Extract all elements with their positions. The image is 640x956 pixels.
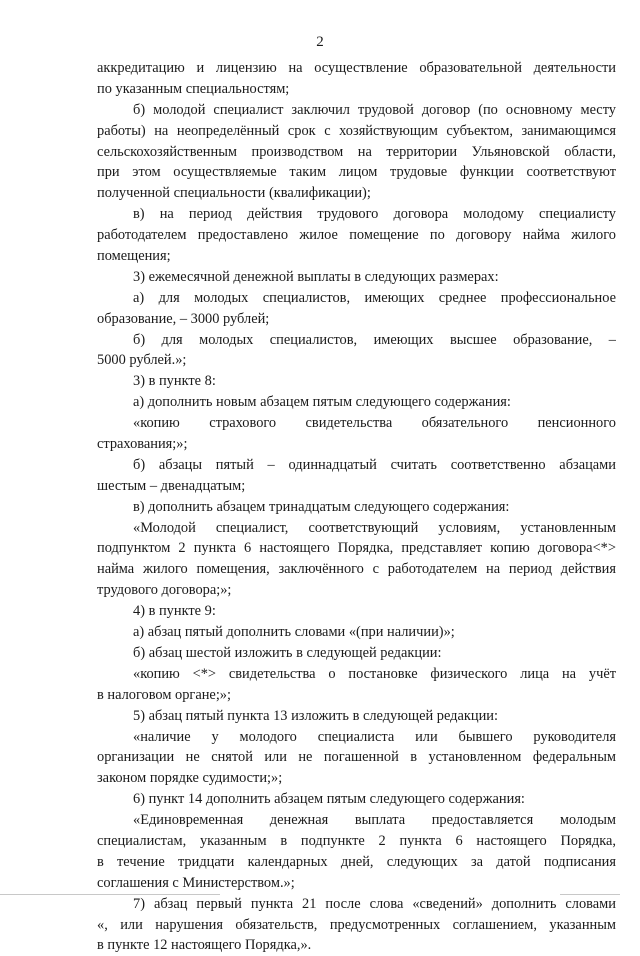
text-line: в) дополнить абзацем тринадцатым следующего содержания: <box>133 498 510 515</box>
text-line: «Единовременная денежная выплата предоставляется молодым <box>133 812 616 829</box>
text-line: 7) абзац первый пункта 21 после слова «сведений» дополнить словами <box>133 895 616 912</box>
text-line: законом порядке судимости;»; <box>97 770 283 787</box>
text-line: по указанным специальностям; <box>97 80 290 97</box>
text-line: при этом осуществляемые таким лицом трудовые функции соответствуют <box>97 164 616 181</box>
text-line: в пункте 12 настоящего Порядка,». <box>97 937 312 954</box>
scan-artifact <box>0 894 220 895</box>
text-line: в налоговом органе;»; <box>97 686 232 703</box>
text-line: а) абзац пятый дополнить словами «(при наличии)»; <box>133 624 455 641</box>
text-line: полученной специальности (квалификации); <box>97 185 371 202</box>
text-line: соглашения с Министерством.»; <box>97 874 295 891</box>
text-line: «копию страхового свидетельства обязательного пенсионного <box>133 415 616 432</box>
text-line: специалистам, указанным в подпункте 2 пункта 6 настоящего Порядка, <box>97 832 616 849</box>
document-body <box>97 58 616 956</box>
text-line: в) на период действия трудового договора молодому специалисту <box>133 206 616 223</box>
text-line: подпунктом 2 пункта 6 настоящего Порядка, представляет копию договора<*> <box>97 540 616 557</box>
text-line: б) абзац шестой изложить в следующей редакции: <box>133 644 442 661</box>
text-line: б) абзацы пятый – одиннадцатый считать соответственно абзацами <box>133 456 616 473</box>
text-line: 5000 рублей.»; <box>97 352 187 369</box>
scan-artifact <box>560 894 620 895</box>
text-line: «Молодой специалист, соответствующий условиям, установленным <box>133 519 616 536</box>
text-line: б) молодой специалист заключил трудовой договор (по основному месту <box>133 101 616 118</box>
text-line: трудового договора;»; <box>97 582 232 599</box>
text-line: «, или нарушения обязательств, предусмотренных соглашением, указанным <box>97 916 616 933</box>
text-line: 6) пункт 14 дополнить абзацем пятым следующего содержания: <box>133 791 525 808</box>
text-line: работы) на неопределённый срок с хозяйствующим субъектом, занимающимся <box>97 122 616 139</box>
text-line: страхования;»; <box>97 436 188 453</box>
page-number: 2 <box>316 34 324 50</box>
text-line: б) для молодых специалистов, имеющих высшее образование, – <box>133 331 616 348</box>
text-line: «копию <*> свидетельства о постановке физического лица на учёт <box>133 665 616 682</box>
text-line: сельскохозяйственным производством на территории Ульяновской области, <box>97 143 616 160</box>
text-line: а) дополнить новым абзацем пятым следующего содержания: <box>133 394 511 411</box>
text-line: работодателем предоставлено жилое помещение по договору найма жилого <box>97 227 616 244</box>
text-line: найма жилого помещения, заключённого с работодателем на период действия <box>97 561 616 578</box>
text-line: организации не снятой или не погашенной в установленном федеральным <box>97 749 616 766</box>
text-line: 4) в пункте 9: <box>133 603 216 620</box>
text-line: а) для молодых специалистов, имеющих среднее профессиональное <box>133 289 616 306</box>
text-line: помещения; <box>97 248 171 265</box>
text-line: 3) ежемесячной денежной выплаты в следующих размерах: <box>133 268 499 285</box>
text-line: аккредитацию и лицензию на осуществление образовательной деятельности <box>97 60 616 76</box>
text-line: шестым – двенадцатым; <box>97 477 246 494</box>
text-line: образование, – 3000 рублей; <box>97 310 270 327</box>
text-line: 3) в пункте 8: <box>133 373 216 390</box>
text-line: в течение тридцати календарных дней, следующих за датой подписания <box>97 853 616 870</box>
text-line: «наличие у молодого специалиста или бывшего руководителя <box>133 728 616 745</box>
text-line: 5) абзац пятый пункта 13 изложить в следующей редакции: <box>133 707 498 724</box>
